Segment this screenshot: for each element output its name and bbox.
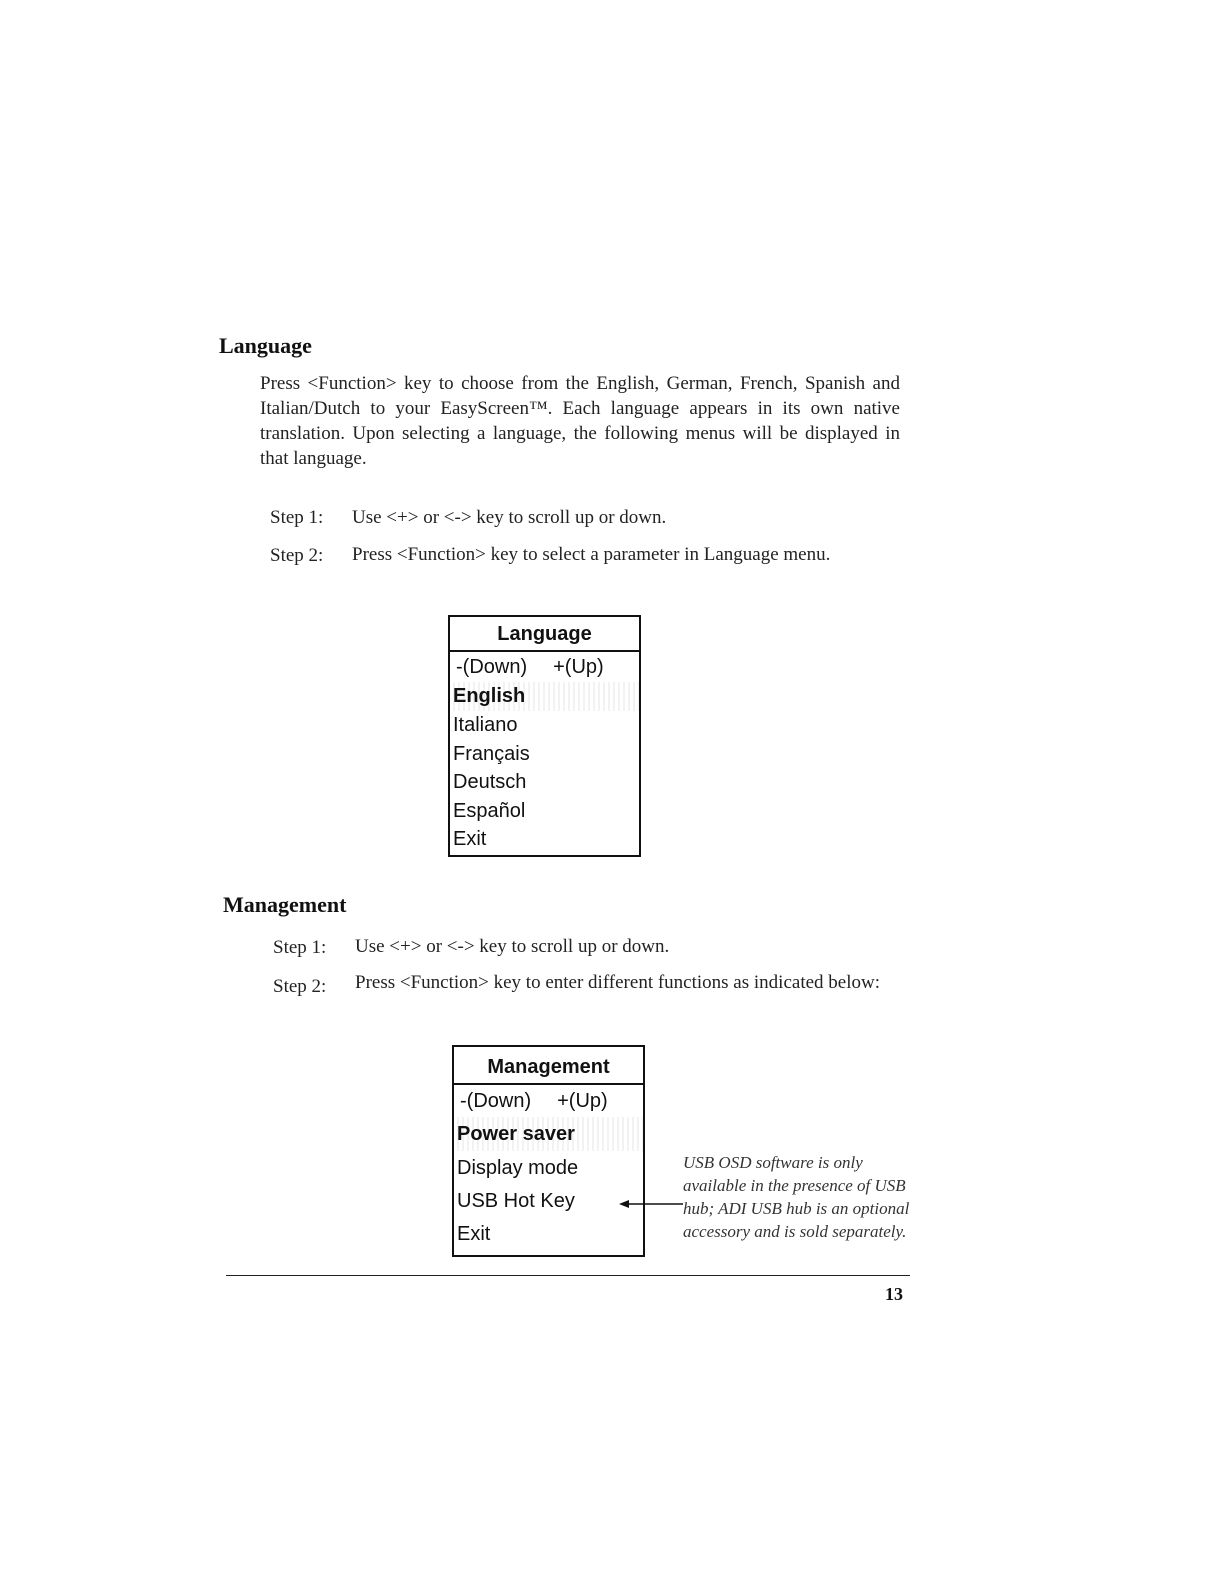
management-option-exit[interactable]: Exit <box>457 1223 491 1245</box>
language-step1-text: Use <+> or <-> key to scroll up or down. <box>352 507 667 528</box>
language-step1-label: Step 1: <box>270 507 324 528</box>
scroll-down-hint[interactable]: -(Down) <box>460 1090 532 1112</box>
language-menu-title: Language <box>450 617 639 652</box>
management-menu-nav <box>454 1085 643 1117</box>
management-menu <box>452 1045 645 1257</box>
language-menu <box>448 615 641 857</box>
language-option-italiano[interactable]: Italiano <box>453 714 518 736</box>
language-option-exit[interactable]: Exit <box>453 828 487 850</box>
language-step2-label: Step 2: <box>270 545 324 566</box>
language-option-espanol[interactable]: Español <box>453 800 526 822</box>
footer-rule <box>226 1275 910 1276</box>
management-menu-title: Management <box>454 1047 643 1085</box>
scroll-up-hint[interactable]: +(Up) <box>557 1090 608 1112</box>
page-number: 13 <box>885 1284 903 1304</box>
management-heading: Management <box>223 892 347 917</box>
management-option-display-mode[interactable]: Display mode <box>457 1157 579 1179</box>
language-option-francais[interactable]: Français <box>453 743 530 765</box>
scroll-down-hint[interactable]: -(Down) <box>456 656 528 678</box>
management-step2-text: Press <Function> key to enter different functions as indicated below: <box>355 972 880 993</box>
language-heading: Language <box>219 333 312 358</box>
management-option-power-saver[interactable]: Power saver <box>454 1117 643 1151</box>
management-option-usb-hot-key[interactable]: USB Hot Key <box>457 1190 575 1212</box>
language-paragraph: Press <Function> key to choose from the English, German, French, Spanish and Italian/Dutch to your EasyScreen™. Each language appears in its own native translation. Upon selecting a language, the following menus will be displayed in that language. <box>260 373 900 469</box>
language-menu-nav <box>450 652 639 682</box>
usb-osd-note: USB OSD software is only available in the presence of USB hub; ADI USB hub is an optional accessory and is sold separately. <box>683 1153 910 1241</box>
scroll-up-hint[interactable]: +(Up) <box>553 656 604 678</box>
callout-arrow-icon <box>615 1196 685 1212</box>
management-step2-label: Step 2: <box>273 976 327 997</box>
language-option-english[interactable]: English <box>450 682 639 711</box>
management-step1-label: Step 1: <box>273 937 327 958</box>
language-option-deutsch[interactable]: Deutsch <box>453 771 527 793</box>
management-step1-text: Use <+> or <-> key to scroll up or down. <box>355 936 670 957</box>
language-step2-text: Press <Function> key to select a parameter in Language menu. <box>352 544 831 565</box>
